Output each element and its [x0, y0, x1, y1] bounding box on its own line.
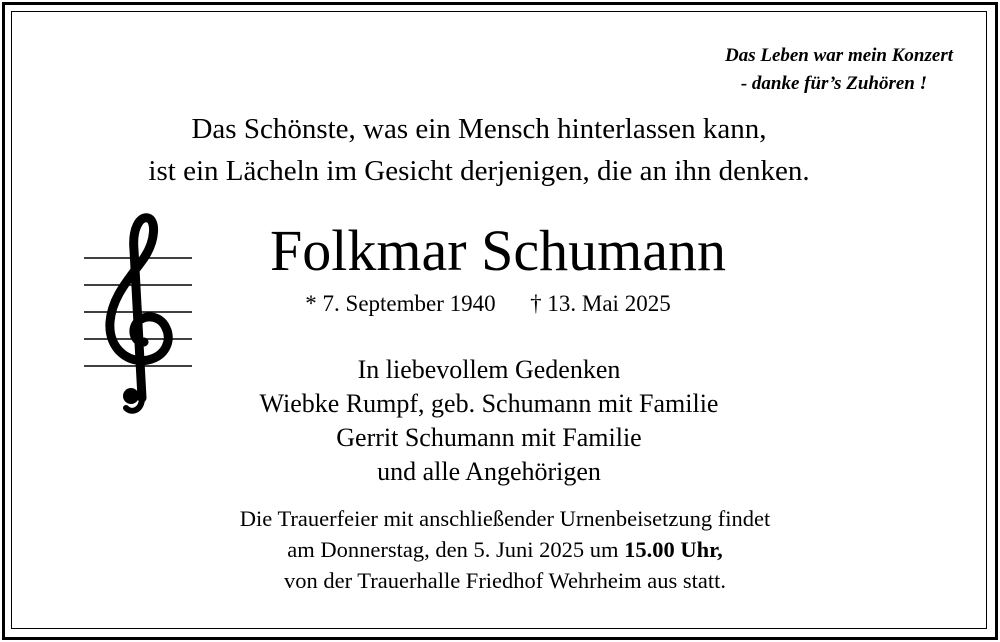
memorial-quote [0, 108, 958, 192]
service-info [0, 503, 1000, 596]
birth-date: * 7. September 1940 [305, 291, 496, 316]
service-time: 15.00 Uhr, [624, 537, 723, 562]
service-date: am Donnerstag, den 5. Juni 2025 um [287, 537, 625, 562]
death-date: † 13. Mai 2025 [530, 291, 671, 316]
quote-line-1: Das Schönste, was ein Mensch hinterlassen kann, [191, 113, 767, 145]
motto [725, 42, 953, 98]
mourners-block [0, 353, 978, 489]
mourners-intro: In liebevollem Gedenken [357, 355, 621, 384]
deceased-name: Folkmar Schumann [270, 218, 726, 283]
service-line-2 [287, 537, 722, 562]
mourner-line: und alle Angehörigen [377, 457, 601, 486]
motto-line-2: - danke für’s Zuhören ! [740, 73, 927, 94]
motto-line-1: Das Leben war mein Konzert [724, 45, 953, 66]
service-line-1: Die Trauerfeier mit anschließender Urnenbeisetzung findet [239, 506, 771, 531]
life-dates [0, 288, 976, 320]
mourner-line: Gerrit Schumann mit Familie [336, 423, 642, 452]
quote-line-2: ist ein Lächeln im Gesicht derjenigen, die an ihn denken. [148, 155, 810, 187]
service-line-3: von der Trauerhalle Friedhof Wehrheim aus statt. [283, 568, 727, 593]
mourner-line: Wiebke Rumpf, geb. Schumann mit Familie [259, 389, 719, 418]
